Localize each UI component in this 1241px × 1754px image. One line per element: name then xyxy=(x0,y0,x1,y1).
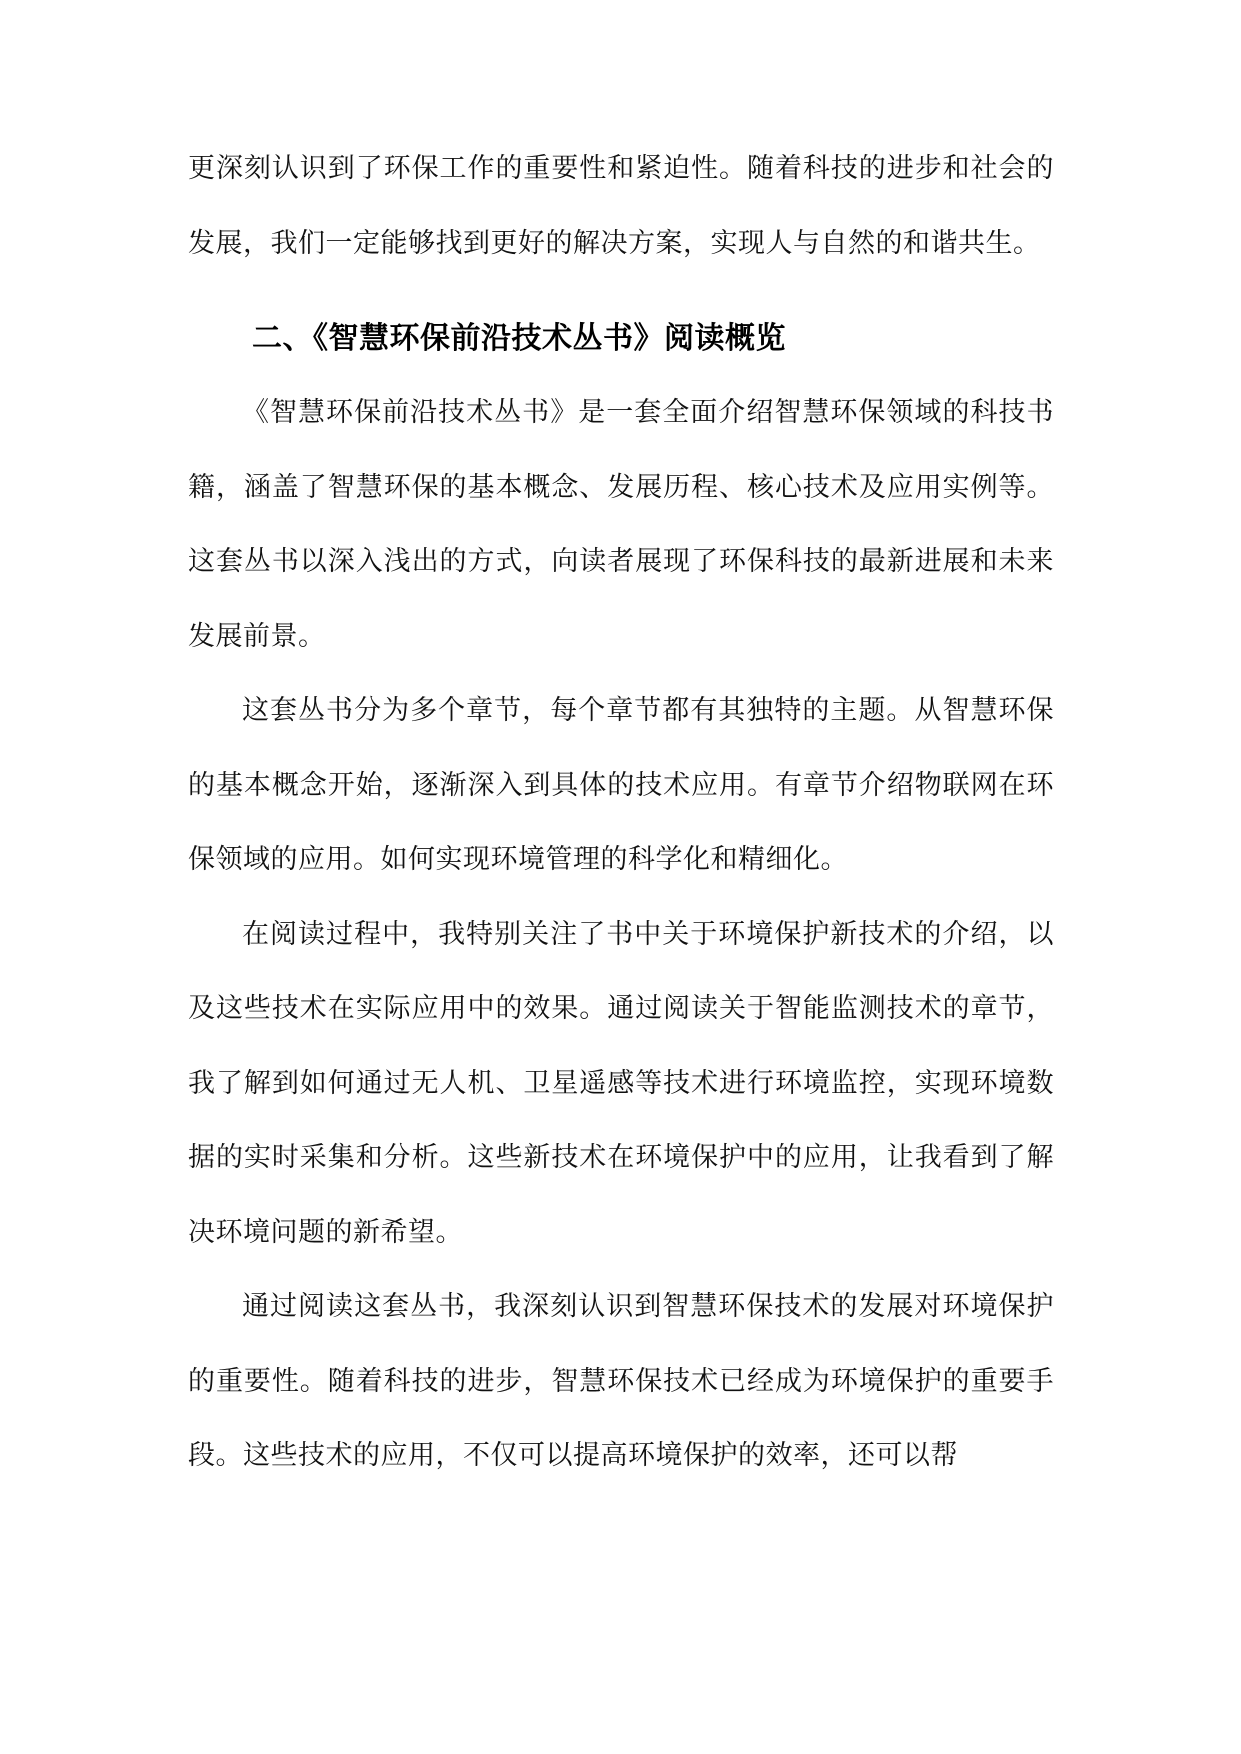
paragraph-conclusion: 通过阅读这套丛书，我深刻认识到智慧环保技术的发展对环境保护的重要性。随着科技的进步，智慧环保技术已经成为环境保护的重要手段。这些技术的应用，不仅可以提高环境保护的效率，还可以帮 xyxy=(188,1291,1054,1471)
paragraph-overview: 《智慧环保前沿技术丛书》是一套全面介绍智慧环保领域的科技书籍，涵盖了智慧环保的基本概念、发展历程、核心技术及应用实例等。这套丛书以深入浅出的方式，向读者展现了环保科技的最新进展和未来发展前景。 xyxy=(188,397,1054,652)
paragraph-chapters: 这套丛书分为多个章节，每个章节都有其独特的主题。从智慧环保的基本概念开始，逐渐深入到具体的技术应用。有章节介绍物联网在环保领域的应用。如何实现环境管理的科学化和精细化。 xyxy=(188,695,1054,875)
paragraph-reading-focus: 在阅读过程中，我特别关注了书中关于环境保护新技术的介绍，以及这些技术在实际应用中的效果。通过阅读关于智能监测技术的章节，我了解到如何通过无人机、卫星遥感等技术进行环境监控，实现环境数据的实时采集和分析。这些新技术在环境保护中的应用，让我看到了解决环境问题的新希望。 xyxy=(188,918,1054,1248)
section-heading: 二、《智慧环保前沿技术丛书》阅读概览 xyxy=(252,321,786,356)
document-body xyxy=(188,132,1054,1494)
continued-paragraph: 更深刻认识到了环保工作的重要性和紧迫性。随着科技的进步和社会的发展，我们一定能够找到更好的解决方案，实现人与自然的和谐共生。 xyxy=(188,153,1054,259)
